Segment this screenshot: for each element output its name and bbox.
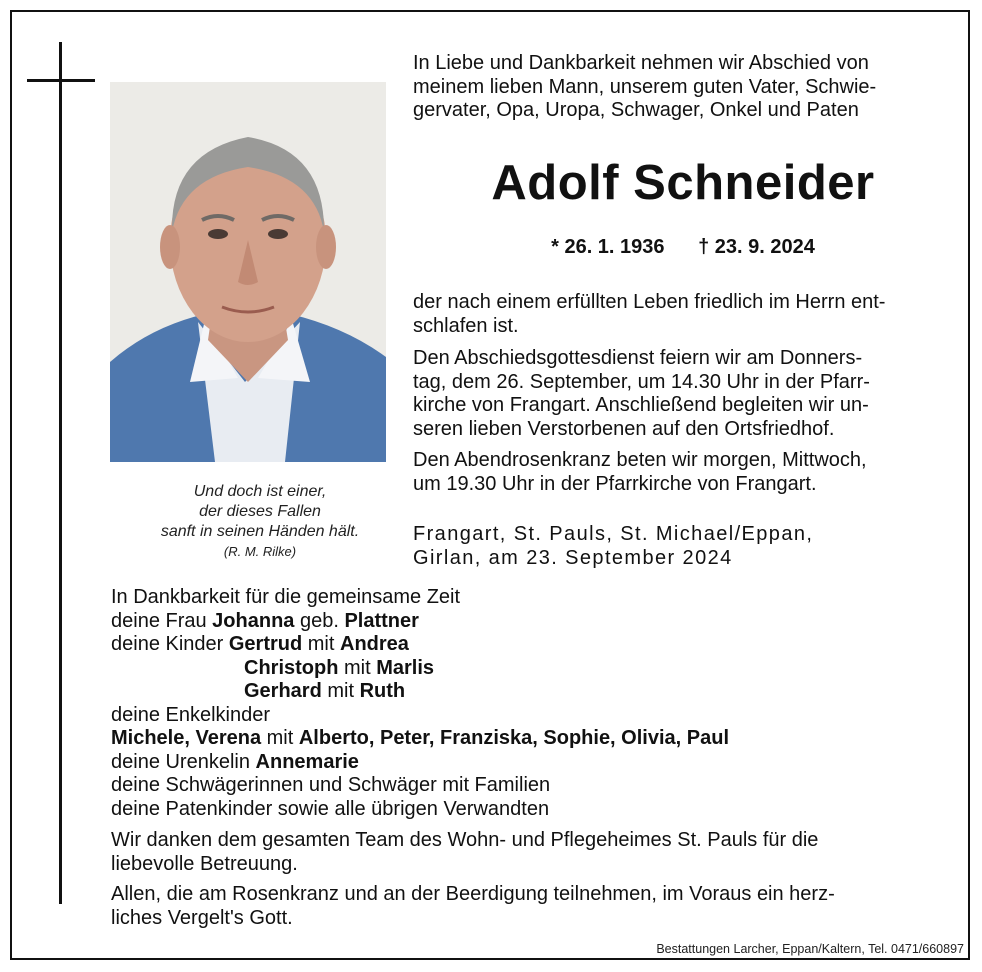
paragraph-line: kirche von Frangart. Anschließend begleiten wir un- — [413, 394, 869, 416]
thanks-attendees — [111, 883, 951, 930]
birth-date: * 26. 1. 1936 — [551, 236, 665, 258]
deceased-name: Adolf Schneider — [491, 156, 875, 210]
great-grandchild — [111, 751, 961, 775]
quote-line: Und doch ist einer, — [193, 483, 327, 500]
place-line: Girlan, am 23. September 2024 — [413, 546, 733, 569]
intro-line: gervater, Opa, Uropa, Schwager, Onkel und Paten — [413, 99, 859, 121]
label: mit — [302, 633, 340, 655]
label: deine Urenkelin — [111, 750, 256, 773]
label: mit — [338, 656, 377, 679]
grandchildren-group-b: Alberto, Peter, Franziska, Sophie, Olivia, Paul — [298, 727, 729, 749]
thanks-line: liebevolle Betreuung. — [111, 852, 298, 875]
quote-line: der dieses Fallen — [199, 503, 321, 520]
family-wife — [111, 610, 961, 634]
paragraph-line: der nach einem erfüllten Leben friedlich im Herrn ent- — [413, 291, 886, 313]
partner-name: Andrea — [340, 633, 409, 655]
quote-source: (R. M. Rilke) — [223, 544, 297, 559]
place-and-date — [413, 523, 953, 570]
label: mit — [261, 727, 299, 749]
family-inlaws: deine Schwägerinnen und Schwäger mit Familien — [111, 774, 551, 796]
thanks-line: Allen, die am Rosenkranz und an der Beerdigung teilnehmen, im Voraus ein herz- — [111, 883, 835, 905]
label: deine Frau — [111, 609, 213, 632]
partner-name: Ruth — [359, 680, 406, 702]
family-godchildren: deine Patenkinder sowie alle übrigen Verwandten — [111, 797, 550, 820]
child-name: Gertrud — [228, 633, 303, 655]
label: deine Kinder — [111, 633, 229, 655]
rilke-quote — [110, 482, 410, 562]
quote-line: sanft in seinen Händen hält. — [160, 523, 360, 540]
paragraph-line: schlafen ist. — [413, 314, 519, 337]
family-child — [111, 680, 961, 704]
death-date: † 23. 9. 2024 — [698, 236, 815, 258]
paragraph-line: tag, dem 26. September, um 14.30 Uhr in der Pfarr- — [413, 370, 870, 393]
child-name: Gerhard — [244, 680, 322, 702]
place-line: Frangart, St. Pauls, St. Michael/Eppan, — [413, 523, 814, 545]
portrait-photo — [110, 82, 386, 462]
paragraph-line: um 19.30 Uhr in der Pfarrkirche von Frangart. — [413, 472, 817, 495]
paragraph-line: seren lieben Verstorbenen auf den Ortsfriedhof. — [413, 417, 835, 440]
child-name: Christoph — [244, 656, 339, 679]
paragraph-line: Den Abendrosenkranz beten wir morgen, Mittwoch, — [413, 449, 867, 471]
thanks-care-team — [111, 829, 951, 876]
life-dates — [413, 236, 953, 259]
family-intro: In Dankbarkeit für die gemeinsame Zeit — [111, 586, 461, 608]
intro-text — [413, 52, 953, 123]
cross-vertical-bar — [59, 42, 62, 904]
thanks-line: Wir danken dem gesamten Team des Wohn- und Pflegeheimes St. Pauls für die — [111, 829, 819, 851]
grandchildren-group-a: Michele, Verena — [111, 727, 262, 749]
great-grandchild-name: Annemarie — [255, 750, 359, 773]
intro-line: meinem lieben Mann, unserem guten Vater, Schwie- — [413, 75, 877, 98]
label: geb. — [294, 609, 345, 632]
wife-name: Johanna — [212, 609, 295, 632]
funeral-home-credit: Bestattungen Larcher, Eppan/Kaltern, Tel. 0471/660897 — [656, 942, 964, 956]
paragraph-passing — [413, 291, 953, 338]
wife-maiden-name: Plattner — [344, 609, 419, 632]
paragraph-line: Den Abschiedsgottesdienst feiern wir am Donners- — [413, 347, 863, 369]
thanks-line: liches Vergelt's Gott. — [111, 906, 293, 929]
grandchildren-label: deine Enkelkinder — [111, 703, 270, 726]
family-child — [111, 657, 961, 681]
paragraph-rosary — [413, 449, 953, 496]
partner-name: Marlis — [376, 656, 435, 679]
grandchildren-names — [111, 727, 961, 751]
family-list — [111, 586, 961, 821]
paragraph-funeral — [413, 347, 953, 441]
cross-horizontal-bar — [27, 79, 95, 82]
label: mit — [321, 680, 360, 702]
intro-line: In Liebe und Dankbarkeit nehmen wir Abschied von — [413, 52, 869, 74]
family-child — [111, 633, 961, 657]
